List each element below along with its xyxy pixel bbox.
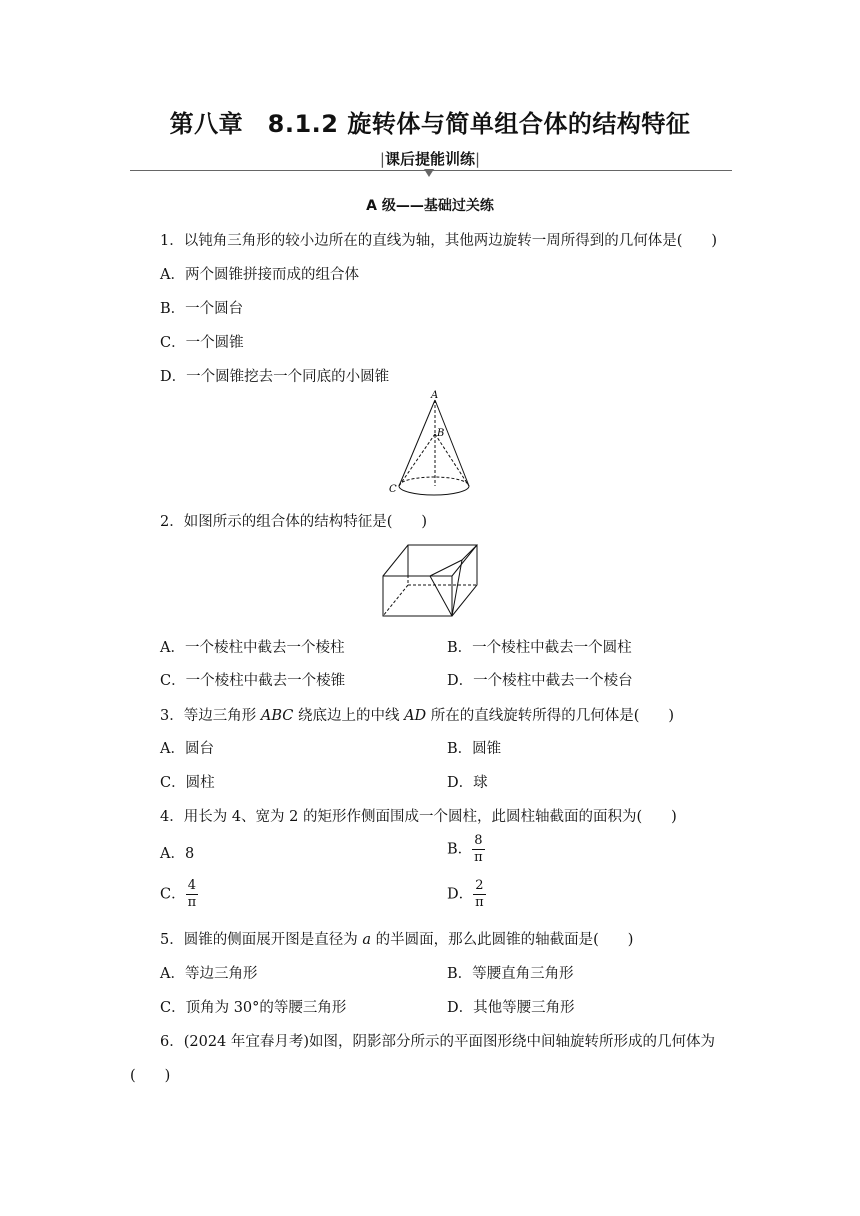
q5-text-2: 的半圆面，那么此圆锥的轴截面是( ) bbox=[371, 932, 634, 948]
cone-label-c: C bbox=[389, 484, 397, 495]
question-3-option-c[interactable]: C．圆柱 bbox=[160, 775, 215, 791]
q4-d-label: D． bbox=[447, 886, 474, 903]
badge-text: 课后提能训练 bbox=[384, 150, 475, 168]
question-2-stem: 2．如图所示的组合体的结构特征是( ) bbox=[160, 514, 428, 530]
q3-var-abc: ABC bbox=[260, 708, 294, 724]
q4-b-den: π bbox=[474, 850, 483, 865]
question-4-option-b[interactable] bbox=[447, 833, 485, 866]
cone-label-a: A bbox=[431, 390, 439, 401]
question-4-option-c[interactable] bbox=[160, 878, 198, 911]
q5-text-1: 5．圆锥的侧面展开图是直径为 bbox=[160, 932, 363, 948]
cone-label-b: B bbox=[437, 428, 445, 439]
q4-c-label: C． bbox=[160, 886, 186, 903]
question-1-option-d[interactable]: D．一个圆锥挖去一个同底的小圆锥 bbox=[160, 369, 390, 385]
q4-c-num: 4 bbox=[186, 878, 199, 895]
q4-b-label: B． bbox=[447, 841, 473, 858]
level-heading: A 级——基础过关练 bbox=[366, 198, 494, 214]
q4-b-fraction bbox=[472, 833, 485, 866]
question-2-option-c[interactable]: C．一个棱柱中截去一个棱锥 bbox=[160, 673, 346, 689]
question-3-option-d[interactable]: D．球 bbox=[447, 775, 488, 791]
cone-figure bbox=[385, 388, 475, 498]
question-5-option-a[interactable]: A．等边三角形 bbox=[160, 966, 258, 982]
page-title: 第八章 8.1.2 旋转体与简单组合体的结构特征 bbox=[169, 110, 691, 138]
question-4-option-a[interactable] bbox=[160, 842, 194, 863]
q4-a-label: A． bbox=[160, 846, 185, 862]
question-1-option-b[interactable]: B．一个圆台 bbox=[160, 301, 244, 317]
question-6-stem: 6．(2024 年宜春月考)如图，阴影部分所示的平面图形绕中间轴旋转所形成的几何体为 bbox=[160, 1034, 716, 1050]
q3-text-3: 所在的直线旋转所得的几何体是( ) bbox=[426, 708, 675, 724]
q4-d-num: 2 bbox=[473, 878, 486, 895]
badge-bar-left: | bbox=[379, 150, 385, 168]
question-4-stem: 4．用长为 4、宽为 2 的矩形作侧面围成一个圆柱，此圆柱轴截面的面积为( ) bbox=[160, 809, 677, 825]
prism-figure bbox=[380, 540, 482, 620]
q4-d-fraction bbox=[473, 878, 486, 911]
section-badge bbox=[0, 148, 860, 169]
q4-b-num: 8 bbox=[472, 833, 485, 850]
q4-d-den: π bbox=[475, 895, 484, 910]
question-2-option-a[interactable]: A．一个棱柱中截去一个棱柱 bbox=[160, 640, 345, 656]
q3-text-1: 3．等边三角形 bbox=[160, 708, 261, 724]
question-2-option-d[interactable]: D．一个棱柱中截去一个棱台 bbox=[447, 673, 633, 689]
question-6-stem-cont: ( ) bbox=[130, 1068, 171, 1084]
question-1-stem: 1．以钝角三角形的较小边所在的直线为轴，其他两边旋转一周所得到的几何体是( ) bbox=[160, 233, 718, 249]
question-3-option-b[interactable]: B．圆锥 bbox=[447, 741, 502, 757]
q3-var-ad: AD bbox=[404, 708, 427, 724]
question-3-option-a[interactable]: A．圆台 bbox=[160, 741, 214, 757]
question-5-option-d[interactable]: D．其他等腰三角形 bbox=[447, 1000, 575, 1016]
question-2-option-b[interactable]: B．一个棱柱中截去一个圆柱 bbox=[447, 640, 632, 656]
q5-var-a: a bbox=[362, 932, 371, 948]
q3-text-2: 绕底边上的中线 bbox=[293, 708, 405, 724]
question-3-stem bbox=[160, 704, 674, 725]
question-1-option-a[interactable]: A．两个圆锥拼接而成的组合体 bbox=[160, 267, 359, 283]
q4-c-den: π bbox=[187, 895, 197, 910]
question-5-stem bbox=[160, 928, 633, 949]
question-4-option-d[interactable] bbox=[447, 878, 486, 911]
badge-bar-right: | bbox=[475, 150, 481, 168]
question-5-option-b[interactable]: B．等腰直角三角形 bbox=[447, 966, 574, 982]
q4-c-fraction bbox=[186, 878, 199, 911]
question-5-option-c[interactable]: C．顶角为 30°的等腰三角形 bbox=[160, 1000, 347, 1016]
q4-a-value: 8 bbox=[184, 846, 195, 862]
question-1-option-c[interactable]: C．一个圆锥 bbox=[160, 335, 244, 351]
header-arrow-icon bbox=[424, 169, 434, 177]
